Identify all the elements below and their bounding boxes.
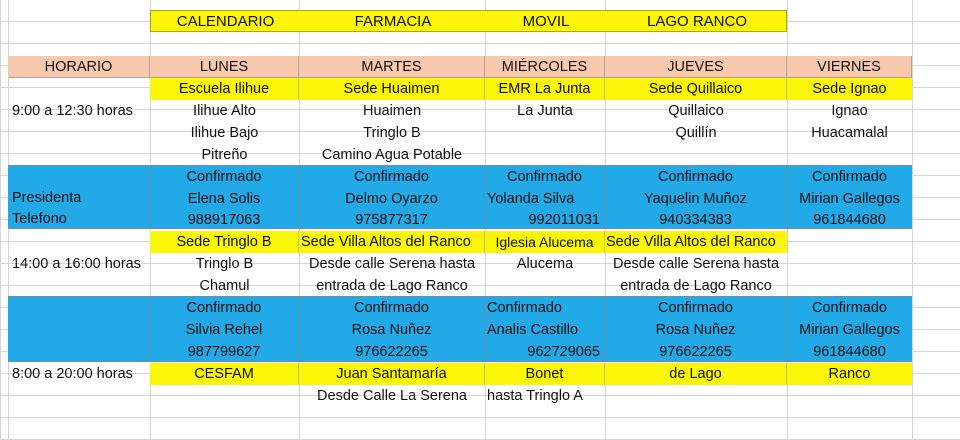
contact-phone: 961844680 bbox=[813, 344, 886, 360]
contact-name: Delmo Oyarzo bbox=[345, 191, 438, 207]
contact-name: Mirian Gallegos bbox=[799, 322, 900, 338]
block1-contacts bbox=[8, 165, 912, 229]
header-viernes[interactable]: VIERNES bbox=[787, 56, 912, 78]
block2-horario[interactable]: 14:00 a 16:00 horas bbox=[12, 256, 141, 272]
block2-sede-martes[interactable]: Sede Villa Altos del Ranco bbox=[299, 231, 485, 253]
table-cell[interactable]: La Junta bbox=[517, 103, 573, 119]
block2-line-row bbox=[8, 275, 912, 297]
table-cell[interactable]: entrada de Lago Ranco bbox=[620, 278, 772, 294]
table-cell[interactable]: Camino Agua Potable bbox=[321, 147, 463, 163]
block2-contacts bbox=[8, 296, 912, 362]
table-cell[interactable]: Ilihue Bajo bbox=[190, 125, 259, 141]
table-cell[interactable]: hasta Tringlo A bbox=[487, 388, 583, 404]
contact-status: Confirmado bbox=[658, 169, 733, 185]
block3-sede-row bbox=[8, 363, 912, 385]
table-cell[interactable]: Desde Calle La Serena bbox=[317, 388, 467, 404]
title-movil: MOVIL bbox=[522, 13, 570, 30]
block1-sede-row bbox=[8, 78, 912, 100]
block1-sede-lunes[interactable]: Escuela Ilihue bbox=[150, 78, 299, 100]
table-cell[interactable] bbox=[787, 385, 912, 407]
contact-miercoles[interactable] bbox=[485, 166, 605, 228]
table-cell[interactable]: Ignao bbox=[831, 103, 868, 119]
block3-sede-lunes[interactable]: CESFAM bbox=[150, 363, 299, 385]
block2-line-row bbox=[8, 253, 912, 275]
table-cell[interactable]: entrada de Lago Ranco bbox=[316, 278, 468, 294]
block3-sede-jueves[interactable]: de Lago bbox=[605, 363, 787, 385]
block2-sede-jueves[interactable]: Sede Villa Altos del Ranco bbox=[605, 231, 787, 253]
contact-phone: 987799627 bbox=[187, 344, 261, 360]
contact-status: Confirmado bbox=[812, 300, 887, 316]
table-cell[interactable] bbox=[150, 385, 299, 407]
block1-contact-labels[interactable] bbox=[8, 166, 150, 228]
table-cell[interactable]: Huaimen bbox=[362, 103, 422, 119]
contact-viernes[interactable] bbox=[787, 166, 912, 228]
table-cell[interactable] bbox=[787, 144, 912, 166]
block1-sede-jueves[interactable]: Sede Quillaico bbox=[605, 78, 787, 100]
contact-phone: 962729065 bbox=[527, 344, 600, 360]
contact-status: Confirmado bbox=[487, 300, 562, 316]
title-calendario: CALENDARIO bbox=[176, 13, 275, 30]
block1-sede-viernes[interactable]: Sede Ignao bbox=[787, 78, 912, 100]
contact-name: Mirian Gallegos bbox=[799, 191, 900, 207]
title-farmacia: FARMACIA bbox=[354, 13, 432, 30]
table-cell[interactable] bbox=[787, 253, 912, 275]
block2-contact-labels[interactable] bbox=[8, 297, 150, 361]
contact-status: Confirmado bbox=[354, 300, 429, 316]
contact-phone: 975877317 bbox=[355, 212, 428, 228]
header-horario[interactable]: HORARIO bbox=[8, 56, 150, 78]
contact-phone: 988917063 bbox=[187, 212, 261, 228]
header-jueves[interactable]: JUEVES bbox=[605, 56, 787, 78]
header-martes[interactable]: MARTES bbox=[299, 56, 485, 78]
block2-sede-miercoles[interactable]: Iglesia Alucema bbox=[485, 231, 605, 253]
contact-lunes[interactable] bbox=[150, 166, 299, 228]
table-cell[interactable] bbox=[605, 144, 787, 166]
contact-name: Yolanda Silva bbox=[487, 191, 575, 207]
block3-sede-viernes[interactable]: Ranco bbox=[787, 363, 912, 385]
table-cell[interactable]: Ilihue Alto bbox=[193, 103, 256, 119]
table-cell[interactable]: Quillaico bbox=[668, 103, 724, 119]
block3-sede-martes[interactable]: Juan Santamaría bbox=[299, 363, 485, 385]
table-cell[interactable]: Tringlo B bbox=[195, 256, 254, 272]
block1-line-row bbox=[8, 144, 912, 166]
contact-status: Confirmado bbox=[507, 169, 582, 185]
table-cell[interactable]: Desde calle Serena hasta bbox=[612, 256, 780, 272]
label-presidenta: Presidenta bbox=[12, 190, 82, 206]
block2-sede-viernes[interactable] bbox=[787, 231, 912, 253]
block1-line-row bbox=[8, 122, 912, 144]
table-cell[interactable]: Tringlo B bbox=[363, 125, 421, 141]
table-cell[interactable]: Pitreño bbox=[201, 147, 248, 163]
block3-line-row bbox=[8, 385, 912, 407]
table-cell[interactable] bbox=[485, 144, 605, 166]
block1-horario[interactable]: 9:00 a 12:30 horas bbox=[12, 103, 133, 119]
contact-name: Rosa Nuñez bbox=[351, 322, 432, 338]
contact-phone: 940334383 bbox=[659, 212, 732, 228]
table-cell[interactable]: Quillín bbox=[675, 125, 717, 141]
contact-jueves[interactable] bbox=[605, 166, 787, 228]
contact-lunes[interactable] bbox=[150, 297, 299, 361]
table-cell[interactable] bbox=[605, 385, 787, 407]
block3-sede-miercoles[interactable]: Bonet bbox=[485, 363, 605, 385]
contact-phone: 992011031 bbox=[528, 212, 600, 228]
block2-sede-row bbox=[8, 231, 912, 253]
label-telefono: Telefono bbox=[12, 211, 67, 227]
header-row bbox=[8, 56, 912, 78]
header-miercoles[interactable]: MIÉRCOLES bbox=[485, 56, 605, 78]
block2-sede-lunes[interactable]: Sede Tringlo B bbox=[150, 231, 299, 253]
contact-jueves[interactable] bbox=[605, 297, 787, 361]
contact-name: Rosa Nuñez bbox=[655, 322, 736, 338]
contact-status: Confirmado bbox=[186, 300, 262, 316]
contact-phone: 976622265 bbox=[355, 344, 428, 360]
contact-name: Yaquelin Muñoz bbox=[644, 191, 747, 207]
table-cell[interactable] bbox=[485, 122, 605, 144]
contact-status: Confirmado bbox=[658, 300, 733, 316]
table-cell[interactable]: Alucema bbox=[516, 256, 574, 272]
contact-name: Elena Solis bbox=[187, 191, 261, 207]
contact-phone: 961844680 bbox=[813, 212, 886, 228]
title-bar[interactable] bbox=[150, 10, 787, 32]
block1-sede-miercoles[interactable]: EMR La Junta bbox=[485, 78, 605, 100]
block1-sede-martes[interactable]: Sede Huaimen bbox=[299, 78, 485, 100]
table-cell[interactable]: Desde calle Serena hasta bbox=[308, 256, 476, 272]
contact-status: Confirmado bbox=[354, 169, 429, 185]
table-cell[interactable] bbox=[485, 275, 605, 297]
header-lunes[interactable]: LUNES bbox=[150, 56, 299, 78]
table-cell[interactable] bbox=[787, 275, 912, 297]
table-cell[interactable]: Huacamalal bbox=[811, 125, 888, 141]
contact-name: Silvia Rehel bbox=[185, 322, 263, 338]
block1-line-row bbox=[8, 100, 912, 122]
contact-name: Analis Castillo bbox=[487, 322, 579, 338]
contact-phone: 976622265 bbox=[659, 344, 732, 360]
contact-status: Confirmado bbox=[812, 169, 887, 185]
contact-viernes[interactable] bbox=[787, 297, 912, 361]
contact-miercoles[interactable] bbox=[485, 297, 605, 361]
title-lago-ranco: LAGO RANCO bbox=[646, 13, 748, 30]
contact-status: Confirmado bbox=[186, 169, 262, 185]
table-cell[interactable]: Chamul bbox=[199, 278, 250, 294]
gridline bbox=[912, 0, 913, 440]
contact-martes[interactable] bbox=[299, 297, 485, 361]
contact-martes[interactable] bbox=[299, 166, 485, 228]
block3-horario[interactable]: 8:00 a 20:00 horas bbox=[12, 366, 133, 382]
